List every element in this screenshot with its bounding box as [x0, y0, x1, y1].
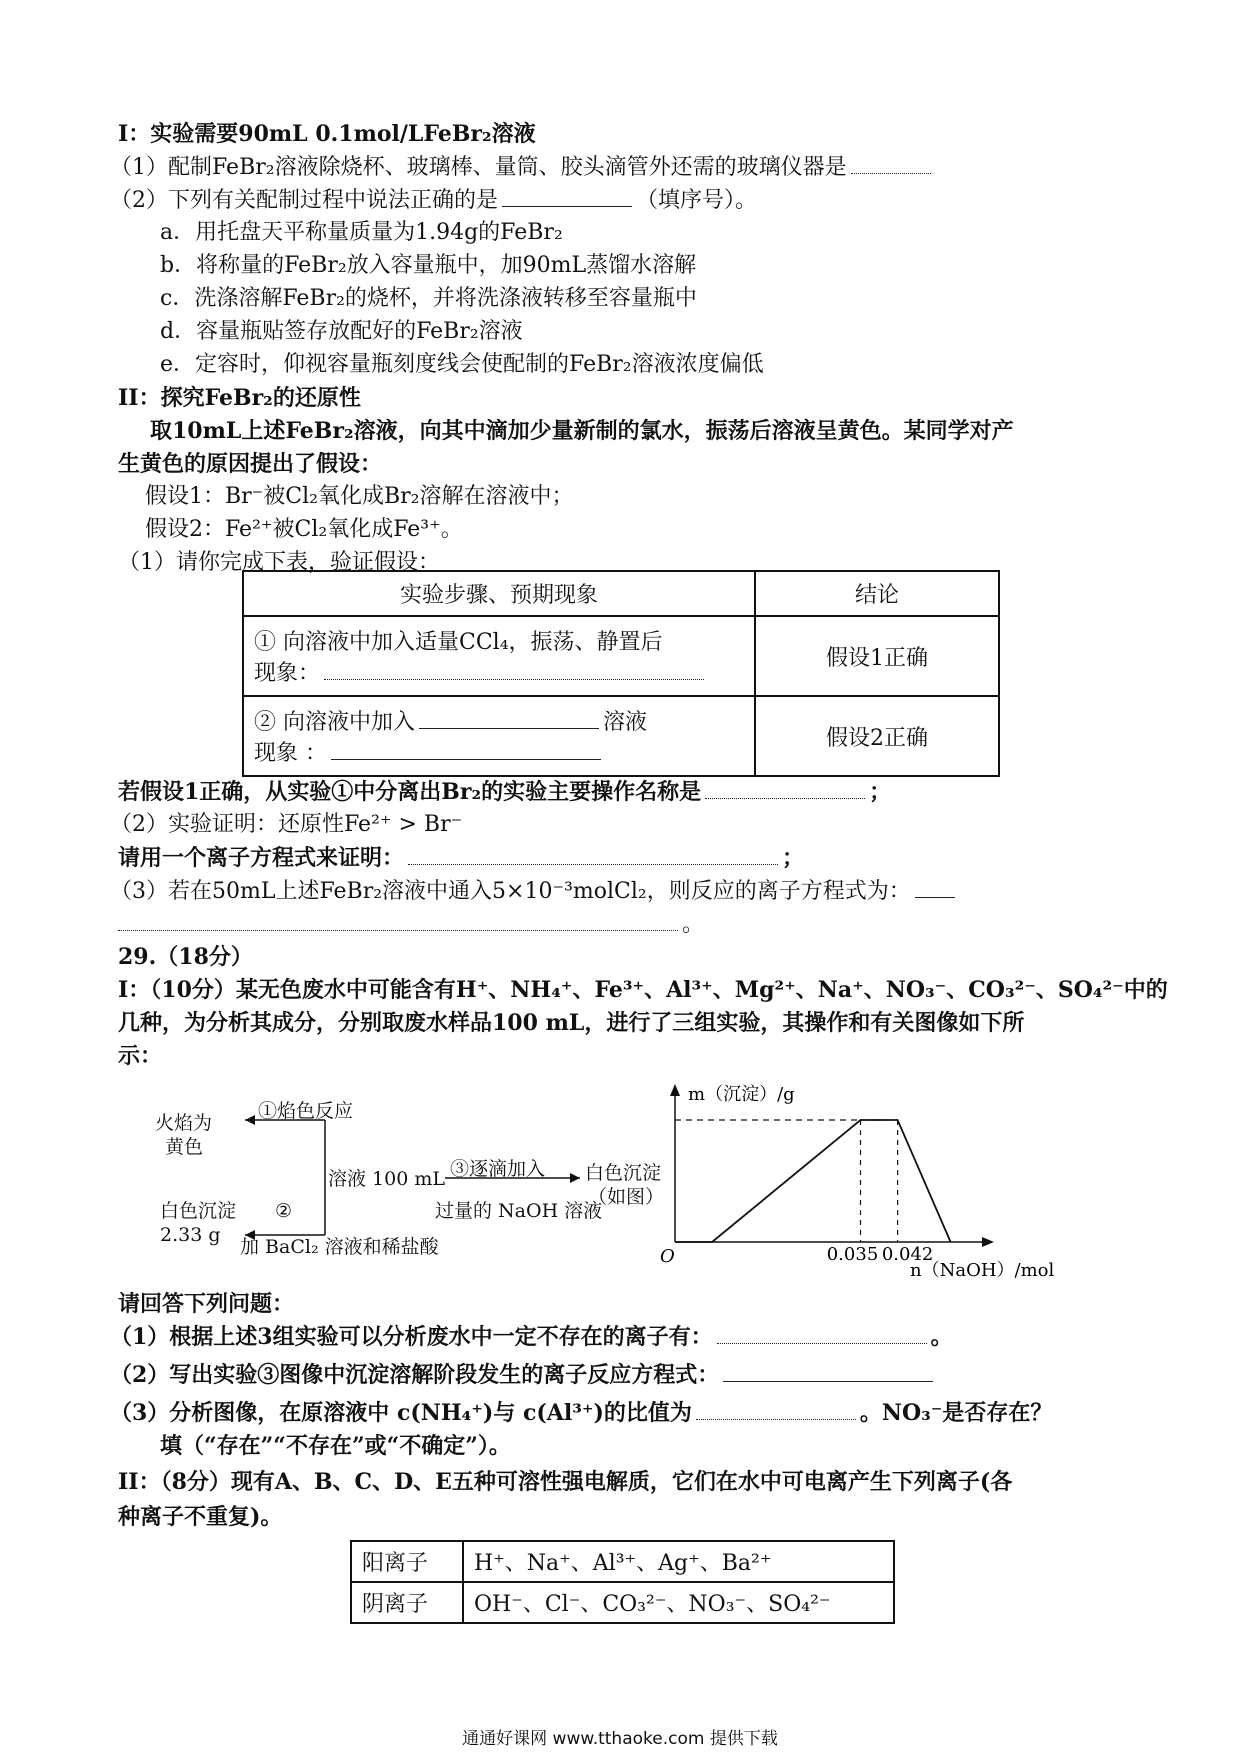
answer-blank[interactable]	[696, 1399, 856, 1420]
step1-observation	[254, 656, 744, 687]
answer-blank[interactable]	[723, 1361, 933, 1382]
step2-obs-label: 现象 ：	[254, 741, 327, 766]
q29-a1	[110, 1323, 953, 1351]
x-tick-0035: 0.035	[826, 1244, 879, 1265]
answer-blank[interactable]	[851, 153, 931, 174]
q2-equation-text: 请用一个离子方程式来证明：	[118, 845, 405, 871]
part2-q2: （2）实验证明：还原性Fe²⁺ > Br⁻	[110, 812, 463, 837]
a1-text: （1）根据上述3组实验可以分析废水中一定不存在的离子有：	[110, 1324, 713, 1350]
table-row	[351, 1541, 894, 1582]
answer-blank[interactable]	[502, 186, 632, 207]
step2-observation	[254, 736, 744, 767]
hypothesis-2: 假设2：Fe²⁺被Cl₂氧化成Fe³⁺。	[145, 517, 463, 542]
option-a: a．用托盘天平称量质量为1.94g的FeBr₂	[160, 220, 563, 245]
q29-a3	[110, 1399, 1052, 1427]
separation-text: 若假设1正确，从实验①中分离出Br₂的实验主要操作名称是	[118, 779, 702, 805]
part2-intro-b: 种离子不重复)。	[118, 1504, 283, 1530]
step2-label: ② 向溶液中加入	[254, 710, 415, 735]
table-header-conclusion: 结论	[755, 571, 999, 616]
answer-blank[interactable]	[331, 739, 601, 760]
table-cell-step1	[243, 616, 755, 696]
part1-q2-text: （2）下列有关配制过程中说法正确的是	[110, 188, 498, 213]
answer-blank[interactable]	[705, 778, 865, 799]
sample-solution: 溶液 100 mL	[328, 1168, 445, 1190]
precipitate-mass: 2.33 g	[160, 1224, 221, 1246]
part2-intro-line2: 生黄色的原因提出了假设：	[118, 451, 383, 477]
y-axis-label: m（沉淀）/g	[688, 1084, 795, 1105]
ions-table	[350, 1540, 895, 1624]
step2-text	[254, 705, 744, 736]
answer-blank[interactable]	[324, 659, 704, 680]
conclusion-2: 假设2正确	[755, 696, 999, 776]
part1-q1-text: （1）配制FeBr₂溶液除烧杯、玻璃棒、量筒、胶头滴管外还需的玻璃仪器是	[110, 155, 847, 180]
option-c: c．洗涤溶解FeBr₂的烧杯，并将洗涤液转移至容量瓶中	[160, 286, 697, 311]
white-precipitate-2: 白色沉淀	[160, 1200, 237, 1222]
step2-label: ②	[275, 1200, 293, 1222]
answer-blank[interactable]	[419, 708, 599, 729]
x-tick-0042: 0.042	[881, 1244, 934, 1265]
step1-obs-label: 现象：	[254, 661, 321, 686]
answer-blank[interactable]	[118, 910, 678, 931]
y-axis-arrow	[670, 1084, 680, 1096]
part1-title: I：实验需要90mL 0.1mol/LFeBr₂溶液	[118, 121, 536, 147]
page-footer: 通通好课网 www.tthaoke.com 提供下载	[462, 1729, 778, 1749]
a3-tail: 。NO₃⁻是否存在？	[859, 1400, 1053, 1426]
excess-naoh: 过量的 NaOH 溶液	[435, 1200, 603, 1222]
option-e: e．定容时，仰视容量瓶刻度线会使配制的FeBr₂溶液浓度偏低	[160, 352, 764, 377]
cation-label: 阳离子	[351, 1541, 463, 1582]
part2-q2-equation: 请用一个离子方程式来证明： ；	[118, 845, 805, 871]
x-axis-arrow	[982, 1237, 994, 1247]
q29-line3: 示：	[118, 1043, 163, 1069]
part2-title: II：探究FeBr₂的还原性	[118, 385, 361, 411]
part1-q1	[110, 153, 935, 182]
a1-end: 。	[930, 1324, 953, 1350]
bacl2-step: 加 BaCl₂ 溶液和稀盐酸	[240, 1236, 439, 1258]
hypothesis-1: 假设1：Br⁻被Cl₂氧化成Br₂溶解在溶液中；	[145, 484, 574, 509]
option-b: b．将称量的FeBr₂放入容量瓶中，加90mL蒸馏水溶解	[160, 253, 697, 278]
part2-intro-a: II：（8分）现有A、B、C、D、E五种可溶性强电解质，它们在水中可电离产生下列离子(各	[118, 1469, 1013, 1495]
hypothesis-table	[242, 570, 1000, 777]
table-header-steps: 实验步骤、预期现象	[243, 571, 755, 616]
table-cell-step2	[243, 696, 755, 776]
step3-naoh: ③逐滴加入	[450, 1158, 546, 1180]
table-row	[351, 1582, 894, 1623]
anion-list: OH⁻、Cl⁻、CO₃²⁻、NO₃⁻、SO₄²⁻	[463, 1582, 894, 1623]
part2-q1: （1）请你完成下表，验证假设：	[118, 550, 440, 575]
q3-end: 。	[682, 912, 705, 937]
separation-question: 若假设1正确，从实验①中分离出Br₂的实验主要操作名称是 ；	[118, 779, 892, 805]
see-graph: （如图）	[588, 1186, 665, 1208]
answer-blank[interactable]	[717, 1323, 927, 1344]
part2-q3-cont	[118, 910, 704, 939]
q3-text: （3）若在50mL上述FeBr₂溶液中通入5×10⁻³molCl₂，则反应的离子方程式为：	[110, 879, 911, 904]
part2-intro-line1: 取10mL上述FeBr₂溶液，向其中滴加少量新制的氯水，振荡后溶液呈黄色。某同学对产	[150, 418, 1014, 444]
table-row	[243, 616, 999, 696]
q29-head: 29.（18分）	[118, 944, 253, 970]
flame-text-2: 黄色	[165, 1136, 204, 1158]
q29-a2	[110, 1361, 937, 1389]
precipitate-graph	[660, 1080, 1090, 1280]
flame-text-1: 火焰为	[155, 1112, 213, 1134]
part2-q3	[110, 877, 959, 906]
white-precipitate-1: 白色沉淀	[585, 1162, 662, 1184]
part1-q2-tail: （填序号）。	[636, 188, 758, 213]
questions-prompt: 请回答下列问题：	[118, 1291, 295, 1317]
a3-text: （3）分析图像，在原溶液中 c(NH₄⁺)与 c(Al³⁺)的比值为	[110, 1400, 692, 1426]
cation-list: H⁺、Na⁺、Al³⁺、Ag⁺、Ba²⁺	[463, 1541, 894, 1582]
step2-tail: 溶液	[603, 710, 648, 735]
a2-text: （2）写出实验③图像中沉淀溶解阶段发生的离子反应方程式：	[110, 1362, 720, 1388]
table-row	[243, 696, 999, 776]
step1-text: ① 向溶液中加入适量CCl₄，振荡、静置后	[254, 630, 663, 655]
conclusion-1: 假设1正确	[755, 616, 999, 696]
anion-label: 阴离子	[351, 1582, 463, 1623]
step1-flame-test: ①焰色反应	[258, 1100, 354, 1122]
part1-q2	[110, 186, 757, 215]
q29-line2: 几种，为分析其成分，分别取废水样品100 mL，进行了三组实验，其操作和有关图像如下所	[118, 1010, 1025, 1036]
precipitate-series-line	[675, 1120, 951, 1242]
x-axis-label: n（NaOH）/mol	[910, 1260, 1055, 1280]
q29-line1: I：（10分）某无色废水中可能含有H⁺、NH₄⁺、Fe³⁺、Al³⁺、Mg²⁺、Na⁺、NO₃⁻、CO₃²⁻、SO₄²⁻中的	[118, 977, 1168, 1003]
answer-blank[interactable]	[915, 877, 955, 898]
answer-blank[interactable]	[408, 844, 778, 865]
q29-a3-cont: 填（“存在”“不存在”或“不确定”）。	[160, 1433, 511, 1459]
option-d: d．容量瓶贴签存放配好的FeBr₂溶液	[160, 319, 523, 344]
origin-label: O	[660, 1246, 675, 1267]
